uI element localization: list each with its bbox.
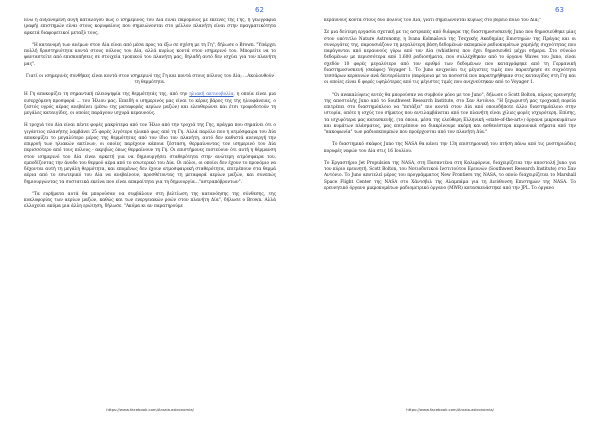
solar-radiation-link[interactable]: ηλιακή ακτινοβολία — [189, 92, 234, 98]
page-body — [24, 18, 276, 403]
paragraph-quote: "Οι ανακαλύψεις αυτές θα μπορούσαν να συμβούν μόνο με τον Juno", δήλωσε ο Scott Bolton, κύριος ερευνητής της αποστολής Juno από το Southwest Research Institute, στο Σαν Αντόνιο. "Η ξεχωριστή μας τροχιακή πορεία επιτρέπει στο διαστημόπλοιο να "πετάξει" πιο κοντά στον Δία από οποιοδήποτε άλλο διαστημόπλοιο στην ιστορία, οπότε η ισχύς του σήματος που αντιλαμβάνεται από τον πλανήτη είναι χίλιες φορές ισχυρότερη. Επίσης, τα ισχυρότερα μας κατασκευής, (τα όποια, μέσα της ελεύθερη Ελληνική «state-of-the-art») όργανα μικροκυμάτων και κυμάτων πλάσματος, μας επιτρέπουν να διακρίνουμε ακόμη και ασθενέστερα κεραυνικά σήματα από την "κακοφωνία" των ραδιοεκπομπών που προέρχονται από τον πλανήτη Δία." — [324, 92, 576, 135]
paragraph-quote: "Η κατανομή των ανέμων στον Δία είναι από μέσα προς τα έξω σε σχέση με τη Γη", δήλωσε ο Brown. "Υπάρχει πολλή δραστηριότητα κοντά στους πόλους του Δία, αλλά κυρίως κοντά στον ισημερινό του. Μπορείτε να το φανταστείτε από επισκοπήσεις σε στοιχεία τροπικού του πλανήτη μας, δηλαδή αυτό δεν ισχύει για τον πλανήτη μας". — [24, 42, 276, 67]
paragraph-text: Η Γη αποκομίζει τη σημαντική πλειοψηφία της θερμότητάς της, από την — [24, 92, 190, 98]
footer-url: https://www.facebook.com/Arxaia.astronomia/ — [106, 407, 194, 412]
paragraph-with-link — [24, 92, 276, 117]
paragraph: Η τροχιά του Δία είναι πέντε φορές μακρύτερα από τον Ήλιο από την τροχιά της Γης, πράγμα που σημαίνει ότι ο γιγάντιος πλανήτης λαμβάνει 25 φορές λιγότερο ηλιακό φως από τη Γη. Αλλά παρόλο που η ατμόσφαιρα του Δία αποκομίζει το μεγαλύτερο μέρος της θερμότητας από τον ίδιο τον πλανήτη, αυτό δεν καθιστά ανενεργή την επιρροή των ηλιακών ακτίνων, οι οποίες παρέχουν κάποια ζέσταση, θερμαίνοντας τον ισημερινό του Δία περισσότερο από τους πόλους - ακριβώς όπως θερμαίνουν τη Γη. Οι επιστήμονες πιστεύουν ότι αυτή η θέρμανση στον ισημερινό του Δία είναι αρκετή για να δημιουργήσει σταθερότητα στην ανώτερη ατμόσφαιρα του, εμποδίζοντας την άνοδο του θερμού αέρα από το εσωτερικό του Δία. Οι πόλοι, οι οποίοι δεν έχουν το προνόμιο να δέχονται αυτή τη μεγάλη θερμότητα, και επομένως δεν έχουν ατμοσφαιρική σταθερότητα, επιτρέπουν στα θερμά αέρια από το εσωτερικό του Δία να ανεβαίνουν, προσθέτοντας τη μεταφορά αερίων μαζών, και συνεπώς δημιουργώντας τα συστατικά εκείνα που είναι απαραίτητα για τη δημιουργία..."αστραπόβροντων". — [24, 123, 276, 185]
paragraph: Ενώ η αυξανόμενη αυγή καταλόγου πως ο ισημερινός του Δία είναι παρόμοιος με εκείνες της Γης, η γεωγραφία (ραφή) επιστημών είναι στους κορυφαίους που σημειώνονται στο μέλλον πλανήτη είναι στην πραγματικότητα αρκετά διαφορετικοί μεταξύ τους. — [24, 18, 276, 36]
paragraph-question: Γιατί οι ισημερινές συνθήκες είναι κοντά στον ισημερινό της Γη και κοντά στους πόλους του Δία; ...Ακολουθούν τη θερμότητα. — [26, 73, 274, 85]
page-body — [324, 18, 576, 403]
footer-url: https://www.facebook.com/Arxaia.astronomia/ — [406, 407, 494, 412]
paragraph: Σε μια δεύτερη εργασία σχετική με τις αστραπές από διάφορα της διαστημοσυσκευής Juno που δημοσιεύθηκε μίας στον υπότιτλο Nature Astronomy, η Ivana Kolmašová της Τσεχικής Ακαδημίας Επιστημών της Πράγας και οι συνεργάτες της, παρουσιάζουν τη μεγαλύτερη βάση δεδομένων εκπομπών ραδιοκυμάτων χαμηλής συχνότητας που παράγονται από κεραυνούς γύρω από τον Δία (whistlers) που έχει δημοσιευθεί μέχρι σήμερα. Στο σύνολο δεδομένων με περισσότερα από 1.600 ραδιοσήματα, που συλλέχθηκαν από το όργανο Waves του Juno, είναι σχεδόν 10 φορές μεγαλύτερο από τον αριθμό των δεδομένων που καταγράφηκε από τη Γερμανική διαστημοσυσκευή (σκάφος) Voyager 1. Το Juno ανιχνεύει τις μέγιστες τιμές που παρατήρησε σε συχνότητα τεσσάρων κεραυνών ανά δευτερόλεπτο (παρόμοια με τα ποσοστά που παρατηρήθηκαν στις καταιγίδες στη Γη) και οι οποίες είναι 6 φορές υψηλότερες από τις μέγιστες τιμές που ανιχνεύτηκαν από το Voyager 1. — [324, 30, 576, 86]
paragraph: Το Εργαστήριο Jet Propulsion της NASA, στη Πασαντένα στη Καλιφόρνια, διαχειρίζεται την αποστολή Juno για τον κύριο ερευνητή, Scott Bolton, του Νοτιοδυτικού Ινστιτούτου Ερευνών (Southwest Research Institute) στο Σαν Αντόνιο. Το Juno αποτελεί μέρος του προγράμματος New Frontiers της NASA, το οποίο διαχειρίζεται το Marshall Space Flight Center της NASA στο Χάντσβιλ της Αλαμπάμα για τη Διεύθυνση Επιστημών της NASA. Το ερευνητικό όργανο μικροκυμάτων ραδιομετρικό όργανο (MWR) κατασκευάστηκε από την JPL. Το όργανο — [324, 160, 576, 191]
paragraph-continuation: κεραυνούς κοντά στους δύο πόλους του Δία, γιατί σημειώνονται κυρίως στο βόρειο πόλο του Δία;" — [324, 18, 542, 23]
paragraph-quote: "Τα ευρήματα αυτά θα μπορούσαν να συμβάλουν στη βελτίωση της κατανόησης της σύνθεσης, της κυκλοφορίας των αερίων μαζών, καθώς και των ενεργειακών ροών στον πλανήτη Δία", δήλωσε ο Brown. Αλλά ελλοχεύει ακόμα μια άλλη ερώτηση, δήλωσε. "Ακόμα κι αν παρατηρούμε — [24, 191, 276, 210]
right-page — [300, 0, 600, 424]
page-number: 62 — [255, 6, 264, 14]
paragraph-text: , η οποία είναι μια εισερχόμενη προσφορά ... του Ήλιου μας. Επειδή ο ισημερινός μας είναι το κέρας βάρος της της ηλιοφάνειας, ο ζεστός υγρός αέρας ανεβαίνει (μέσω της ματαφοράς αερίων μαζών) και ελευθερώνει και έτσι τροφοδοτούν τη μεγάλες καταιγίδες, οι οποίες παράγουν ισχυρά κεραυνούς. — [24, 92, 276, 116]
page-number: 63 — [555, 6, 564, 14]
paragraph: Το διαστημικό σκάφος Juno της NASA θα κάνει την 13η επιστημονική του πτήση πάνω από τις μυστηριώδεις κορυφές νεφών του Δία στις 16 Ιουλίου. — [324, 142, 576, 154]
